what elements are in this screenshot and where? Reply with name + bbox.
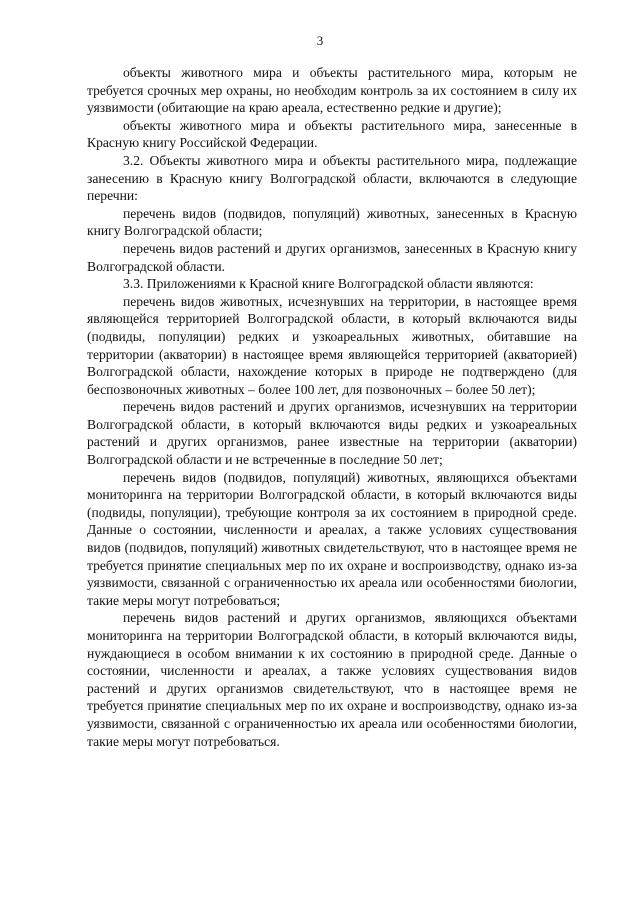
page-number: 3 bbox=[316, 33, 324, 48]
paragraph-monitoring-animals: перечень видов (подвидов, популяций) животных, являющихся объектами мониторинга на территории Волгоградской области, в который включаются виды (подвиды, популяции), требующие контроля за их состоянием в природной среде. Данные о состоянии, численности и ареалах, а также условиях существования видов (подвидов, популяций) животных свидетельствуют, что в настоящее время не требуется принятие специальных мер по их охране и воспроизводству, однако из-за уязвимости, связанной с ограниченностью их ареала или особенностями биологии, такие меры могут потребоваться; bbox=[87, 469, 577, 608]
paragraph-plants-list: перечень видов растений и других организмов, занесенных в Красную книгу Волгоградской области. bbox=[87, 240, 577, 274]
paragraph-rf-red-book: объекты животного мира и объекты растительного мира, занесенные в Красную книгу Российской Федерации. bbox=[87, 117, 577, 151]
paragraph-extinct-plants: перечень видов растений и других организмов, исчезнувших на территории Волгоградской области, в который включаются виды редких и узкоареальных растений и других организмов, ранее известные на территории (акватории) Волгоградской области и не встреченные в последние 50 лет; bbox=[87, 399, 577, 468]
paragraph-animals-monitoring-note: объекты животного мира и объекты растительного мира, которым не требуется срочных мер охраны, но необходим контроль за их состоянием в силу их уязвимости (обитающие на краю ареала, естественно редкие и другие); bbox=[87, 65, 577, 116]
paragraph-animals-list: перечень видов (подвидов, популяций) животных, занесенных в Красную книгу Волгоградской области; bbox=[87, 205, 577, 239]
paragraph-extinct-animals: перечень видов животных, исчезнувших на территории, в настоящее время являющейся территорией Волгоградской области, в который включаются виды (подвиды, популяции) редких и узкоареальных животных, обитавшие на территории (акватории) в настоящее время являющейся территорией (акваторией) Волгоградской области, нахождение которых в природе не подтверждено (для беспозвоночных животных – более 100 лет, для позвоночных – более 50 лет); bbox=[87, 293, 577, 397]
paragraph-clause-3-3: 3.3. Приложениями к Красной книге Волгоградской области являются: bbox=[123, 276, 534, 292]
paragraph-monitoring-plants: перечень видов растений и других организмов, являющихся объектами мониторинга на территории Волгоградской области, в который включаются виды, нуждающиеся в особом внимании к их состоянию в природной среде. Данные о состоянии, численности и ареалах, а также условиях существования видов растений и других организмов свидетельствуют, что в настоящее время не требуется принятие специальных мер по их охране и воспроизводству, однако из-за уязвимости, связанной с ограниченностью их ареала или особенностями биологии, такие меры могут потребоваться. bbox=[87, 610, 577, 749]
document-body bbox=[87, 64, 577, 750]
paragraph-clause-3-2: 3.2. Объекты животного мира и объекты растительного мира, подлежащие занесению в Красную книгу Волгоградской области, включаются в следующие перечни: bbox=[87, 152, 577, 204]
